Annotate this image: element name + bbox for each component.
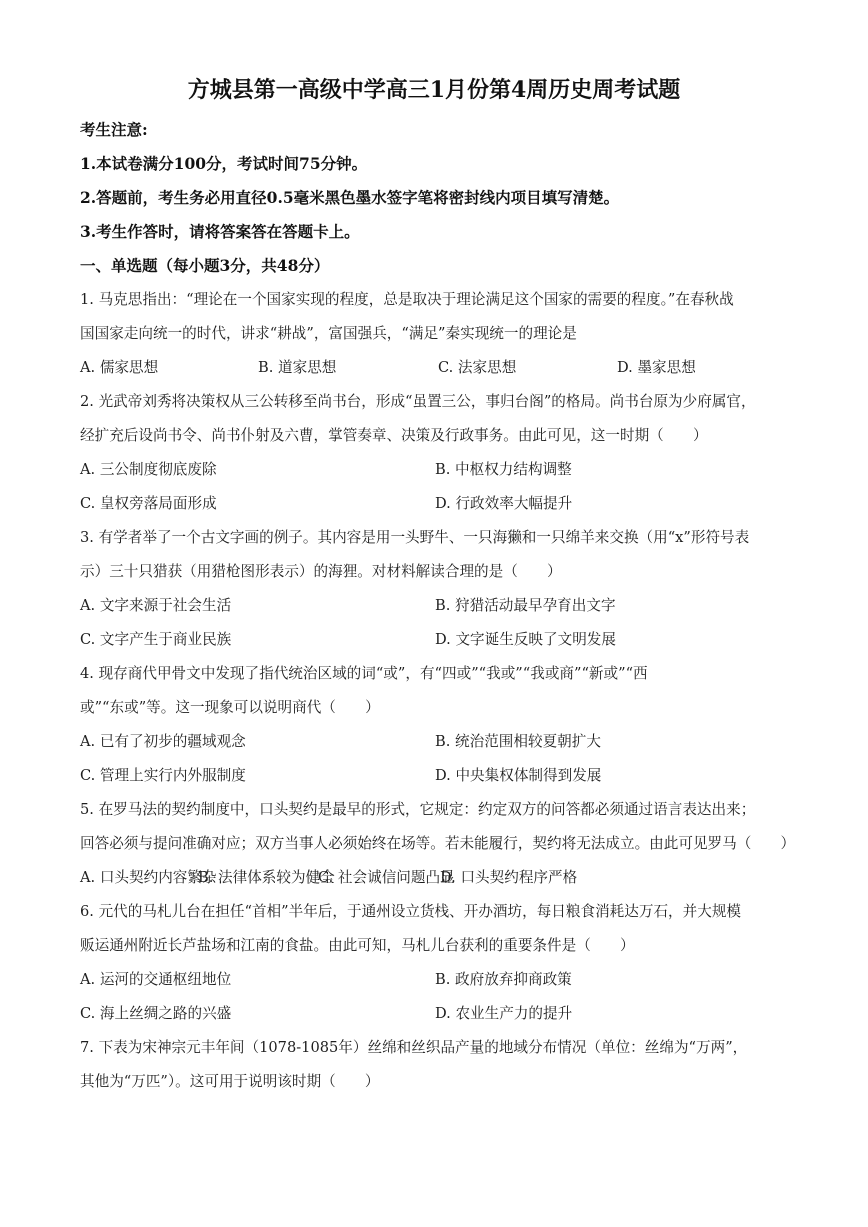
- option-b: B. 中枢权力结构调整: [435, 461, 572, 478]
- options-row: [80, 623, 800, 657]
- option-a: A. 文字来源于社会生活: [80, 597, 232, 614]
- exam-body: [80, 113, 800, 1099]
- option-a: A. 口头契约内容繁杂: [80, 869, 217, 886]
- option-d: D. 行政效率大幅提升: [435, 495, 573, 512]
- question-stem: 2. 光武帝刘秀将决策权从三公转移至尚书台，形成“虽置三公，事归台阁”的格局。尚书台原为少府属官，: [80, 393, 756, 410]
- notice-heading: 考生注意:: [80, 120, 148, 139]
- option-c: C. 海上丝绸之路的兴盛: [80, 1005, 232, 1022]
- question-stem: 贩运通州附近长芦盐场和江南的食盐。由此可知，马札儿台获利的重要条件是（ ）: [80, 937, 635, 954]
- notice-item: 2.答题前，考生务必用直径0.5毫米黑色墨水签字笔将密封线内项目填写清楚。: [80, 188, 620, 207]
- exam-title: 方城县第一高级中学高三1月份第4周历史周考试题: [187, 77, 681, 103]
- section-heading: 一、单选题（每小题3分，共48分）: [80, 256, 330, 275]
- question-stem: 3. 有学者举了一个古文字画的例子。其内容是用一头野牛、一只海獭和一只绵羊来交换（用“x”形符号表: [80, 529, 750, 546]
- question-stem: 示）三十只猎获（用猎枪图形表示）的海狸。对材料解读合理的是（ ）: [80, 563, 562, 580]
- option-a: A. 运河的交通枢纽地位: [80, 971, 232, 988]
- question-stem: 国国家走向统一的时代，讲求“耕战”，富国强兵，“满足”秦实现统一的理论是: [80, 325, 577, 342]
- option-c: C. 法家思想: [438, 359, 517, 376]
- options-row: [80, 725, 800, 759]
- option-b: B. 政府放弃抑商政策: [435, 971, 572, 988]
- options-row: [80, 861, 800, 895]
- question-stem: 5. 在罗马法的契约制度中，口头契约是最早的形式，它规定：约定双方的问答都必须通过语言表达出来；: [80, 801, 756, 818]
- options-row: [80, 589, 800, 623]
- option-d: D. 农业生产力的提升: [435, 1005, 573, 1022]
- options-row: [80, 997, 800, 1031]
- question-stem: 回答必须与提问准确对应；双方当事人必须始终在场等。若未能履行，契约将无法成立。由此可见罗马（ ）: [80, 835, 796, 852]
- options-row: [80, 487, 800, 521]
- option-a: A. 三公制度彻底废除: [80, 461, 217, 478]
- option-d: D. 中央集权体制得到发展: [435, 767, 602, 784]
- option-c: C. 文字产生于商业民族: [80, 631, 232, 648]
- question-stem: 4. 现存商代甲骨文中发现了指代统治区域的词“或”，有“四或”“我或”“我或商”“新或”“西: [80, 665, 648, 682]
- notice-item: 1.本试卷满分100分，考试时间75分钟。: [80, 154, 368, 173]
- options-row: [80, 351, 800, 385]
- option-c: C. 皇权旁落局面形成: [80, 495, 217, 512]
- options-row: [80, 963, 800, 997]
- option-d: D. 文字诞生反映了文明发展: [435, 631, 616, 648]
- notice-item: 3.考生作答时，请将答案答在答题卡上。: [80, 222, 360, 241]
- option-c: C. 管理上实行内外服制度: [80, 767, 246, 784]
- option-c: C. 社会诚信问题凸显: [318, 869, 455, 886]
- question-stem: 其他为“万匹”）。这可用于说明该时期（ ）: [80, 1073, 380, 1090]
- question-stem: 6. 元代的马札儿台在担任“首相”半年后，于通州设立货栈、开办酒坊，每日粮食消耗达万石，并大规模: [80, 903, 742, 920]
- question-stem: 7. 下表为宋神宗元丰年间（1078-1085年）丝绵和丝织品产量的地域分布情况（单位：丝绵为“万两”，: [80, 1039, 748, 1056]
- question-stem: 1. 马克思指出：“理论在一个国家实现的程度，总是取决于理论满足这个国家的需要的程度。”在春秋战: [80, 291, 734, 308]
- option-b: B. 道家思想: [258, 359, 337, 376]
- question-stem: 经扩充后设尚书令、尚书仆射及六曹，掌管奏章、决策及行政事务。由此可见，这一时期（ ）: [80, 427, 708, 444]
- option-b: B. 狩猎活动最早孕育出文字: [435, 597, 616, 614]
- option-b: B. 法律体系较为健全: [198, 869, 335, 886]
- option-a: A. 已有了初步的疆域观念: [80, 733, 246, 750]
- option-d: D. 墨家思想: [617, 359, 696, 376]
- option-b: B. 统治范围相较夏朝扩大: [435, 733, 601, 750]
- option-a: A. 儒家思想: [80, 359, 159, 376]
- option-d: D. 口头契约程序严格: [440, 869, 578, 886]
- options-row: [80, 453, 800, 487]
- question-stem: 或”“东或”等。这一现象可以说明商代（ ）: [80, 699, 380, 716]
- options-row: [80, 759, 800, 793]
